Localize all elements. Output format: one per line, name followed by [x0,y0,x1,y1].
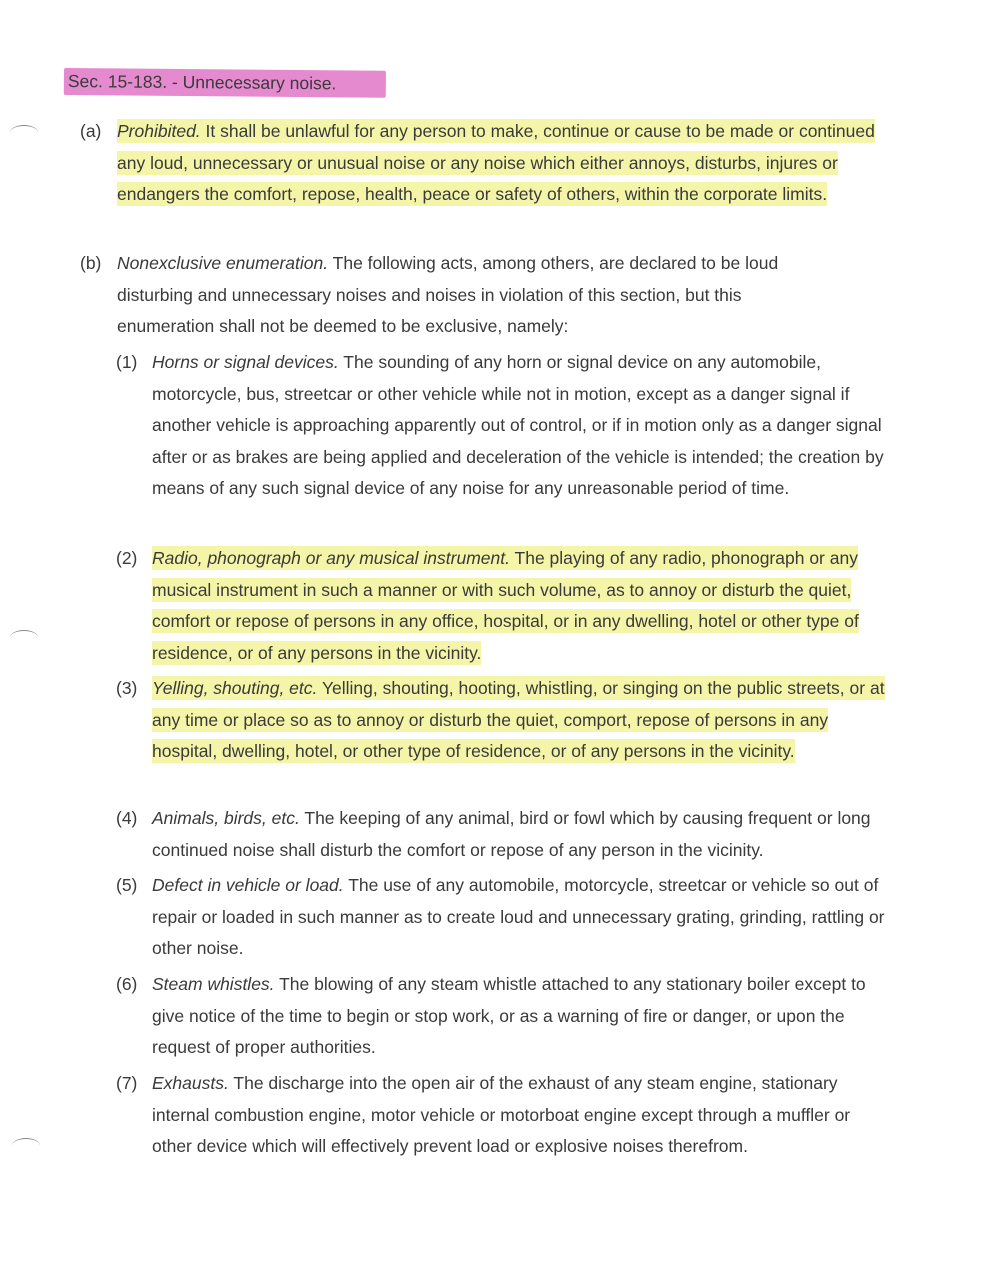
subsection-heading: Prohibited. [117,121,201,141]
highlighted-passage [152,546,859,665]
item-text: The discharge into the open air of the exhaust of any steam engine, stationary internal combustion engine, motor vehicle or motorboat engine except through a muffler or other device which will effectively prevent load or explosive noises therefrom. [152,1073,851,1156]
item-heading: Radio, phonograph or any musical instrument. [152,548,510,568]
highlighted-passage [117,119,875,206]
item-marker: (7) [116,1073,138,1093]
item-text: The keeping of any animal, bird or fowl which by causing frequent or long continued noise shall disturb the comfort or repose of any person in the vicinity. [152,808,871,860]
binder-hole-mark [12,1138,40,1153]
subsection-a [80,116,880,242]
item-marker: (2) [116,548,138,568]
item-heading: Steam whistles. [152,974,275,994]
enumerated-item-4 [116,803,886,866]
item-marker: (3) [116,678,138,698]
enumerated-item-3 [116,673,886,799]
enumerated-item-1 [116,347,886,537]
item-text: The blowing of any steam whistle attached to any stationary boiler except to give notice of the time to begin or stop work, or as a warning of fire or danger, or upon the request of proper authorities. [152,974,866,1057]
subsection-heading: Nonexclusive enumeration. [117,253,329,273]
item-text: Yelling, shouting, hooting, whistling, or singing on the public streets, or at any time or place so as to annoy or disturb the quiet, comport, repose of persons in any hospital, dwelling, hotel, or other type of residence, or of any persons in the vicinity. [152,678,885,761]
subsection-text: The following acts, among others, are declared to be loud disturbing and unnecessary noises and noises in violation of this section, but this enumeration shall not be deemed to be exclusive, namely: [117,253,779,336]
item-marker: (6) [116,974,138,994]
subsection-text: It shall be unlawful for any person to make, continue or cause to be made or continued any loud, unnecessary or unusual noise or any noise which either annoys, disturbs, injures or endangers the comfort, repose, health, peace or safety of others, within the corporate limits. [117,121,875,204]
item-text: The playing of any radio, phonograph or any musical instrument in such a manner or with such volume, as to annoy or disturb the quiet, comfort or repose of persons in any office, hospital, or in any dwelling, hotel or other type of residence, or of any persons in the vicinity. [152,548,859,663]
enumerated-item-5 [116,870,886,965]
binder-hole-mark [10,630,38,645]
enumerated-item-7 [116,1068,886,1163]
item-marker: (1) [116,352,138,372]
enumerated-item-6 [116,969,886,1064]
item-text: The use of any automobile, motorcycle, streetcar or vehicle so out of repair or loaded in such manner as to create loud and unnecessary grating, grinding, rattling or other noise. [152,875,885,958]
subsection-marker: (a) [80,121,102,141]
item-heading: Horns or signal devices. [152,352,339,372]
item-heading: Defect in vehicle or load. [152,875,344,895]
section-title: Sec. 15-183. - Unnecessary noise. [64,68,387,98]
item-marker: (4) [116,808,138,828]
binder-hole-mark [10,125,38,140]
subsection-b [80,248,880,343]
item-heading: Yelling, shouting, etc. [152,678,318,698]
highlighted-passage [152,676,885,763]
subsection-marker: (b) [80,253,102,273]
item-heading: Animals, birds, etc. [152,808,300,828]
item-marker: (5) [116,875,138,895]
enumerated-item-2 [116,543,886,669]
item-text: The sounding of any horn or signal device on any automobile, motorcycle, bus, streetcar or other vehicle while not in motion, except as a danger signal if another vehicle is approaching apparently out of control, or if in motion only as a danger signal after or as brakes are being applied and deceleration of the vehicle is intended; the creation by means of any such signal device of any noise for any unreasonable period of time. [152,352,884,498]
item-heading: Exhausts. [152,1073,229,1093]
